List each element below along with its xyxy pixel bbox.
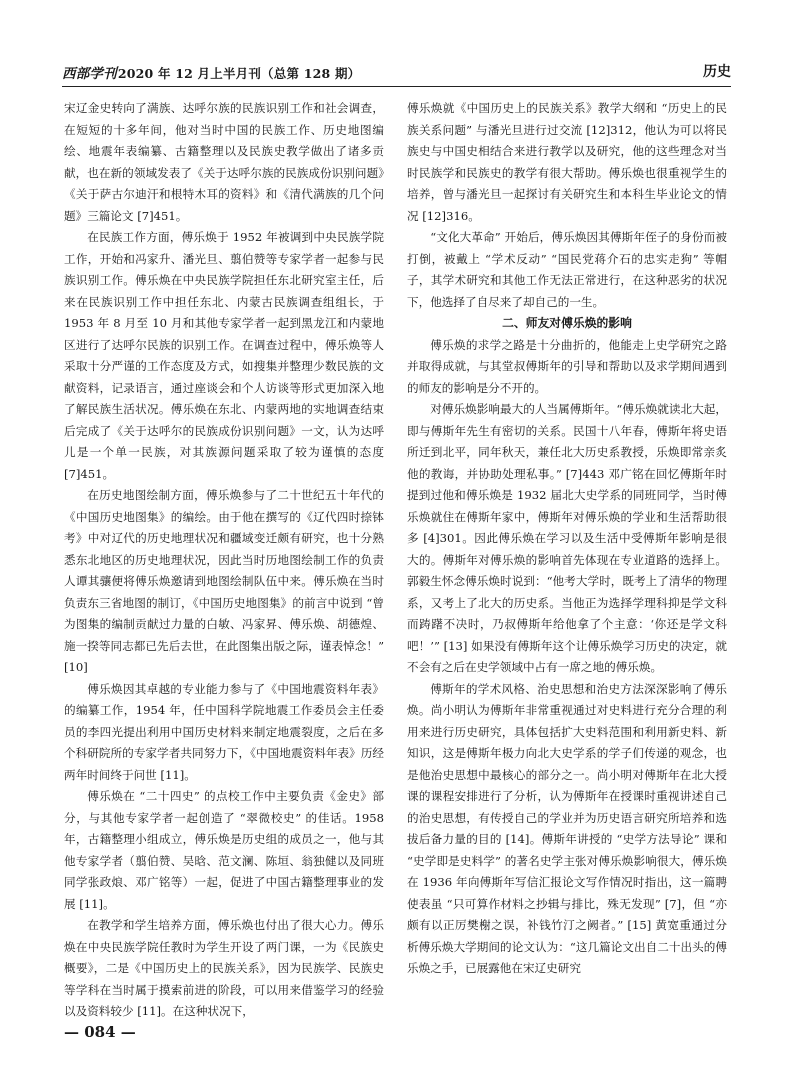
paragraph: 傅乐焕在 “二十四史” 的点校工作中主要负责《金史》部分，与其他专家学者一起创造了 “翠微校史” 的佳话。1958 年，古籍整理小组成立，傅乐焕是历史组的成员之一，他与其他专家学者（翦伯赞、吴晗、范文澜、陈垣、翁独健以及同班同学张政烺、邓广铭等）一起，促进了中国古籍整理事业的发展 [11]。: [64, 789, 384, 911]
paragraph: 在民族工作方面，傅乐焕于 1952 年被调到中央民族学院工作，开始和冯家升、潘光旦、翦伯赞等专家学者一起参与民族识别工作。傅乐焕在中央民族学院担任东北研究室主任，后来在民族识别工作中担任东北、内蒙古民族调查组组长，于 1953 年 8 月至 10 月和其他专家学者一起到黑龙江和内蒙地区进行了达呼尔民族的识别工作。在调查过程中，傅乐焕等人采取十分严谨的工作态度及方式，如搜集并整理少数民族的文献资料，记录语言，通过座谈会和个人访谈等形式更加深入地了解民族生活状况。傅乐焕在东北、内蒙两地的实地调查结束后完成了《关于达呼尔的民族成份识别问题》一文，认为达呼儿是一个单一民族，对其族源问题采取了较为谨慎的态度 [7]451。: [64, 230, 384, 481]
page-header: [62, 56, 731, 87]
paragraph: 傅乐焕的求学之路是十分曲折的，他能走上史学研究之路并取得成就，与其堂叔傅斯年的引导和帮助以及求学期间遇到的师友的影响是分不开的。: [407, 337, 727, 395]
journal-issue: 2020 年 12 月上半月刊（总第 128 期）: [117, 66, 361, 81]
paragraph: 在教学和学生培养方面，傅乐焕也付出了很大心力。傅乐焕在中央民族学院任教时为学生开设了两门课，一为《民族史概要》，二是《中国历史上的民族关系》，因为民族学、民族史等学科在当时属于摸索前进的阶段，可以用来借鉴学习的经验以及资料较少 [11]。在这种状况下，: [64, 918, 384, 1018]
section-heading: 二、师友对傅乐焕的影响: [502, 316, 632, 330]
paragraph: 傅乐焕因其卓越的专业能力参与了《中国地震资料年表》的编纂工作，1954 年，任中国科学院地震工作委员会主任委员的李四光提出利用中国历史材料来制定地震裂度，之后在多个科研院所的专家学者共同努力下，《中国地震资料年表》历经两年时间终于问世 [11]。: [64, 681, 384, 782]
paragraph: 宋辽金史转向了满族、达呼尔族的民族识别工作和社会调查，在短短的十多年间，他对当时中国的民族工作、历史地图编绘、地震年表编纂、古籍整理以及民族史教学做出了诸多贡献，也在新的领域发表了《关于达呼尔族的民族成份识别问题》《关于萨古尔迪汗和根特木耳的资料》和《清代满族的几个问题》三篇论文 [7]451。: [64, 101, 384, 223]
paragraph: 对傅乐焕影响最大的人当属傅斯年。“傅乐焕就读北大起，即与傅斯年先生有密切的关系。民国十八年春，傅斯年将史语所迁到北平，同年秋天，兼任北大历史系教授，乐焕即常亲炙他的教诲，并协助处理私事。” [7]443 邓广铭在回忆傅斯年时提到过他和傅乐焕是 1932 届北大史学系的同班同学，当时傅乐焕就住在傅斯年家中，傅斯年对傅乐焕的学业和生活帮助很多 [4]301。因此傅乐焕在学习以及生活中受傅斯年影响是很大的。傅斯年对傅乐焕的影响首先体现在专业道路的选择上。郭毅生怀念傅乐焕时说到：“他考大学时，既考上了清华的物理系，又考上了北大的历史系。当他正为选择学理科抑是学文科而踌躇不决时，乃叔傅斯年给他拿了个主意：‘你还是学文科吧！’” [13] 如果没有傅斯年这个让傅乐焕学习历史的决定，就不会有之后在史学领域中占有一席之地的傅乐焕。: [407, 402, 727, 674]
left-column: [64, 98, 384, 1058]
paragraph: “文化大革命” 开始后，傅乐焕因其傅斯年侄子的身份而被打倒，被戴上 “学术反动” “国民党蒋介石的忠实走狗” 等帽子，其学术研究和其他工作无法正常进行，在这种恶劣的状况下，他选择了自尽来了却自己的一生。: [407, 230, 727, 309]
journal-title: [62, 62, 360, 82]
page-number: — 084 —: [64, 1023, 136, 1041]
paragraph: 傅乐焕就《中国历史上的民族关系》教学大纲和 “历史上的民族关系问题” 与潘光旦进行过交流 [12]312，他认为可以将民族史与中国史相结合来进行教学以及研究，他的这些理念对当时民族学和民族史的教学有很大帮助。傅乐焕也很重视学生的培养，曾与潘光旦一起探讨有关研究生和本科生毕业论文的情况 [12]316。: [407, 101, 727, 223]
paragraph: 在历史地图绘制方面，傅乐焕参与了二十世纪五十年代的《中国历史地图集》的编绘。由于他在撰写的《辽代四时捺钵考》中对辽代的历史地理状况和疆域变迁颇有研究，也十分熟悉东北地区的历史地理状况，因此当时历地图绘制工作的负责人谭其骧便将傅乐焕邀请到地图绘制队伍中来。傅乐焕在当时负责东三省地图的制订，《中国历史地图集》的前言中说到 “曾为图集的编制贡献过力量的白敏、冯家昇、傅乐焕、胡德煌、施一揆等同志都已先后去世，在此图集出版之际，谨表悼念！” [10]: [64, 488, 384, 674]
journal-logo: 西部学刊: [62, 66, 117, 82]
paragraph: 傅斯年的学术风格、治史思想和治史方法深深影响了傅乐焕。尚小明认为傅斯年非常重视通过对史料进行充分合理的利用来进行历史研究，具体包括扩大史料范围和利用新史料、新知识，这是傅斯年极力向北大史学系的学子们传递的观念，也是他治史思想中最核心的部分之一。尚小明对傅斯年在北大授课的课程安排进行了分析，认为傅斯年在授课时重视讲述自己的治史思想，有传授自己的学业并为历史语言研究所培养和选拔后备力量的目的 [14]。傅斯年讲授的 “史学方法导论” 课和 “史学即是史料学” 的著名史学主张对傅乐焕影响很大，傅乐焕在 1936 年向傅斯年写信汇报论文写作情况时指出，这一篇聘使表虽 “只可算作材料之抄辑与排比，殊无发现” [7]，但 “亦颇有以正厉樊榭之误，补钱竹汀之阙者。” [15] 黄宽重通过分析傅乐焕大学期间的论文认为：“这几篇论文出自二十出头的傅乐焕之手，已展露他在宋辽史研究: [407, 681, 727, 975]
section-label: 历史: [703, 64, 731, 80]
right-column: [407, 98, 727, 1058]
